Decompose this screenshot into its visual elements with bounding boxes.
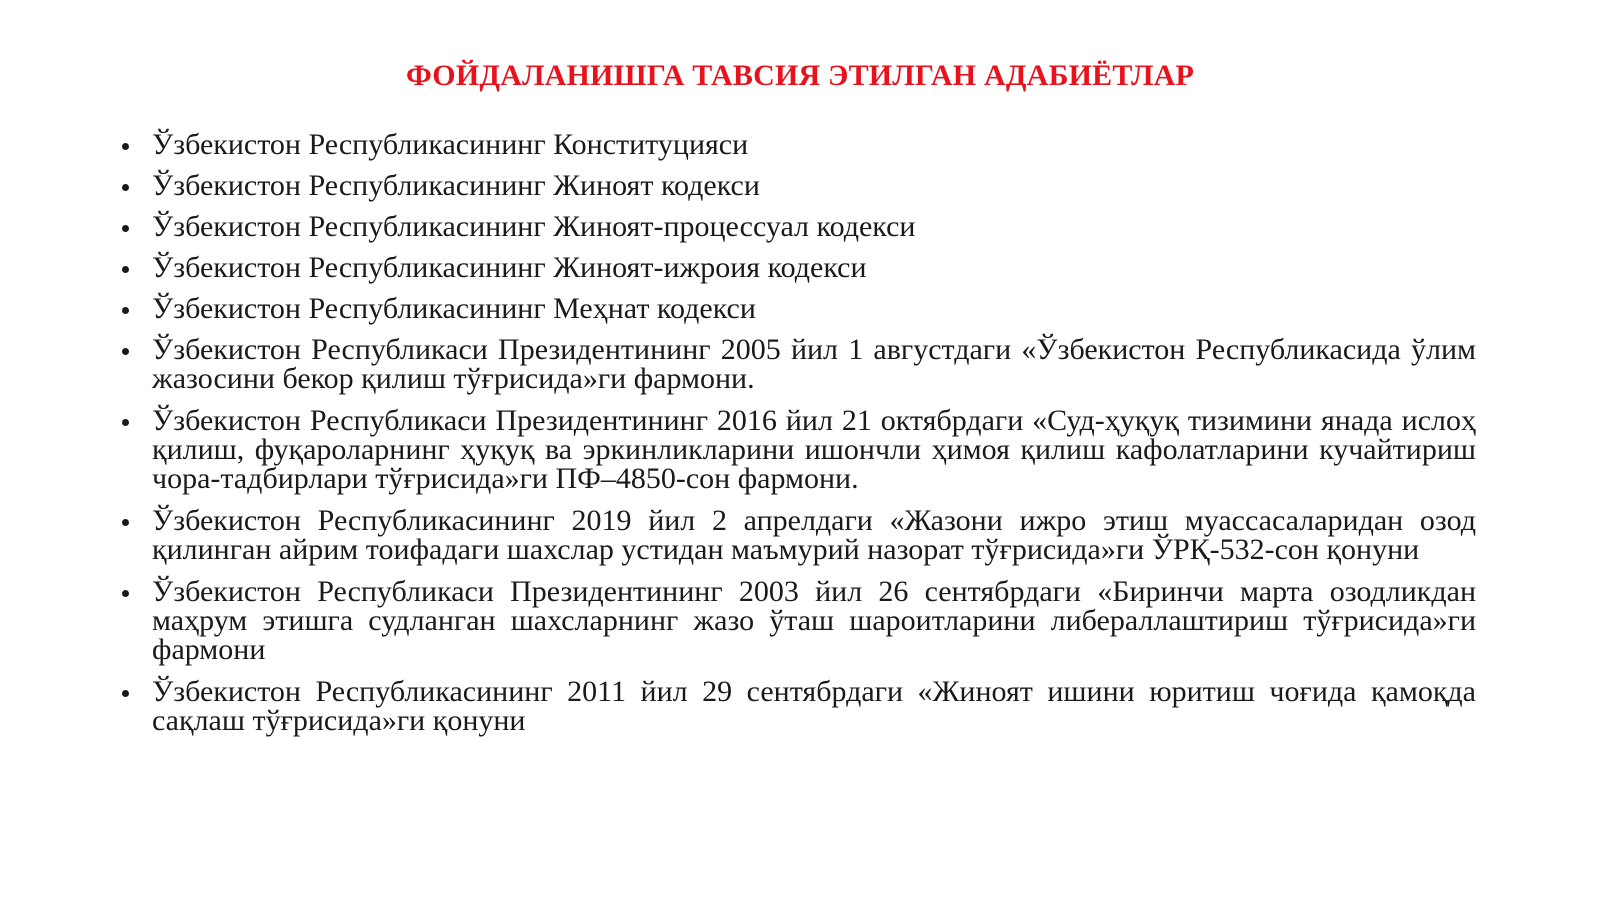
bullet-icon	[122, 348, 129, 355]
list-item-text: Ўзбекистон Республикасининг Жиноят кодекси	[152, 169, 760, 202]
bullet-icon	[122, 519, 129, 526]
list-item-text: Ўзбекистон Республикасининг 2019 йил 2 апрелдаги «Жазони ижро этиш муассасаларидан озод қилинган айрим тоифадаги шахслар устидан маъмурий назорат тўғрисида»ги ЎРҚ-532-сон қонуни	[152, 504, 1476, 566]
bullet-icon	[122, 419, 129, 426]
bullet-icon	[122, 307, 129, 314]
literature-list	[118, 130, 1476, 748]
page-title: ФОЙДАЛАНИШГА ТАВСИЯ ЭТИЛГАН АДАБИЁТЛАР	[405, 59, 1195, 92]
list-item-text: Ўзбекистон Республикасининг Меҳнат кодекси	[152, 292, 756, 325]
bullet-icon	[122, 225, 129, 232]
list-item	[118, 506, 1476, 564]
list-item	[118, 212, 1476, 241]
list-item-text: Ўзбекистон Республикаси Президентининг 2005 йил 1 августдаги «Ўзбекистон Республикасида ўлим жазосини бекор қилиш тўғрисида»ги фармони.	[152, 333, 1476, 395]
list-item-text: Ўзбекистон Республикасининг Конституцияси	[152, 128, 749, 161]
list-item	[118, 335, 1476, 393]
list-item-text: Ўзбекистон Республикасининг Жиноят-процессуал кодекси	[152, 210, 916, 243]
list-item-text: Ўзбекистон Республикаси Президентининг 2003 йил 26 сентябрдаги «Биринчи марта озодликдан маҳрум этишга судланган шахсларнинг жазо ўташ шароитларини либераллаштириш тўғрисида»ги фармони	[152, 575, 1476, 666]
list-item	[118, 677, 1476, 735]
bullet-icon	[122, 184, 129, 191]
list-item	[118, 171, 1476, 200]
bullet-icon	[122, 266, 129, 273]
bullet-icon	[122, 143, 129, 150]
list-item	[118, 253, 1476, 282]
list-item-text: Ўзбекистон Республикаси Президентининг 2016 йил 21 октябрдаги «Суд-ҳуқуқ тизимини янада ислоҳ қилиш, фуқароларнинг ҳуқуқ ва эркинликларини ишончли ҳимоя қилиш кафолатларини кучайтириш чора-тадбирлари тўғрисида»ги ПФ–4850-сон фармони.	[152, 404, 1476, 495]
list-item-text: Ўзбекистон Республикасининг Жиноят-ижроия кодекси	[152, 251, 867, 284]
list-item-text: Ўзбекистон Республикасининг 2011 йил 29 сентябрдаги «Жиноят ишини юритиш чоғида қамоқда сақлаш тўғрисида»ги қонуни	[152, 675, 1476, 737]
list-item	[118, 130, 1476, 159]
bullet-icon	[122, 590, 129, 597]
list-item	[118, 294, 1476, 323]
bullet-icon	[122, 690, 129, 697]
list-item	[118, 577, 1476, 664]
list-item	[118, 406, 1476, 493]
